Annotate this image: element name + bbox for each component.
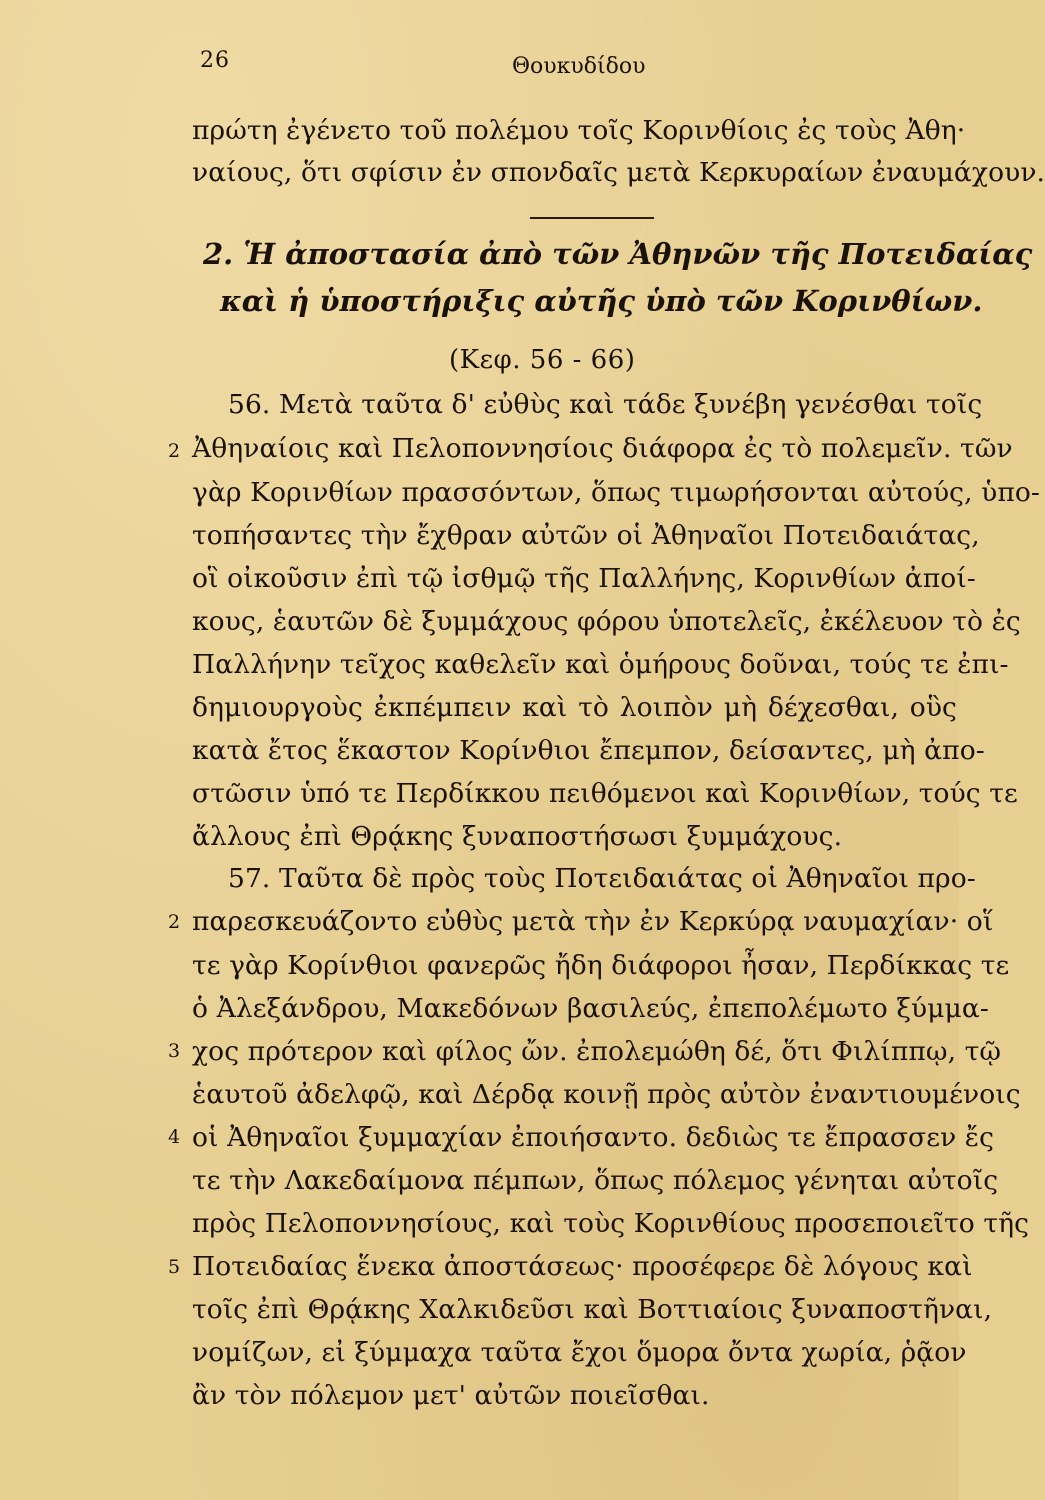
- margin-number: 2: [168, 440, 181, 462]
- text-line: [192, 1294, 993, 1325]
- text-line-content: ναίους, ὅτι σφίσιν ἐν σπονδαῖς μετὰ Κερκυραίων ἐναυμάχουν.: [192, 157, 1045, 188]
- text-line: [192, 563, 976, 594]
- text-line: [192, 649, 1009, 680]
- text-line-content: ἑαυτοῦ ἀδελφῷ, καὶ Δέρδᾳ κοινῇ πρὸς αὐτὸν ἐναντιουμένοις: [192, 1079, 1021, 1110]
- text-line: [192, 1208, 1030, 1239]
- text-line-content: πρώτη ἐγένετο τοῦ πολέμου τοῖς Κορινθίοις ἐς τοὺς Ἀθη·: [192, 115, 966, 146]
- text-line: [192, 1337, 967, 1368]
- text-line: [192, 1380, 710, 1411]
- text-line: [192, 520, 980, 551]
- text-line: [192, 1165, 999, 1196]
- text-line: [192, 906, 994, 937]
- text-line: [192, 993, 989, 1024]
- text-line: [192, 433, 1013, 464]
- running-title: Θουκυδίδου: [512, 54, 646, 79]
- margin-number: 3: [168, 1040, 181, 1062]
- text-line: [192, 692, 957, 723]
- text-line: [228, 389, 983, 420]
- text-line-content: παρεσκευάζοντο εὐθὺς μετὰ τὴν ἐν Κερκύρᾳ ναυμαχίαν· οἵ: [192, 906, 994, 937]
- margin-number: 2: [168, 911, 181, 933]
- text-line: [228, 863, 976, 894]
- text-line-content: δημιουργοὺς ἐκπέμπειν καὶ τὸ λοιπὸν μὴ δέχεσθαι, οὓς: [192, 692, 957, 723]
- text-line-content: ὁ Ἀλεξάνδρου, Μακεδόνων βασιλεύς, ἐπεπολέμωτο ξύμμα-: [192, 993, 989, 1024]
- text-line-content: τε τὴν Λακεδαίμονα πέμπων, ὅπως πόλεμος γένηται αὐτοῖς: [192, 1165, 999, 1196]
- text-line-content: Παλλήνην τεῖχος καθελεῖν καὶ ὁμήρους δοῦναι, τούς τε ἐπι-: [192, 649, 1009, 680]
- text-line-content: πρὸς Πελοποννησίους, καὶ τοὺς Κορινθίους προσεποιεῖτο τῆς: [192, 1208, 1030, 1239]
- text-line-content: στῶσιν ὑπό τε Περδίκκου πειθόμενοι καὶ Κορινθίων, τούς τε: [192, 778, 1018, 809]
- text-line: [192, 115, 966, 146]
- text-line-content: 56. Μετὰ ταῦτα δ' εὐθὺς καὶ τάδε ξυνέβη γενέσθαι τοῖς: [228, 389, 983, 420]
- text-line: [192, 1251, 973, 1282]
- text-line-content: νομίζων, εἰ ξύμμαχα ταῦτα ἔχοι ὅμορα ὄντα χωρία, ῥᾷον: [192, 1337, 967, 1368]
- text-line: [192, 477, 1040, 508]
- text-line: [192, 1122, 995, 1153]
- text-line-content: τοπήσαντες τὴν ἔχθραν αὐτῶν οἱ Ἀθηναῖοι Ποτειδαιάτας,: [192, 520, 980, 551]
- margin-number: 4: [168, 1126, 181, 1148]
- text-line: [192, 735, 985, 766]
- text-line: [192, 1036, 1002, 1067]
- text-line-content: ἄλλους ἐπὶ Θρᾴκης ξυναποστήσωσι ξυμμάχους.: [192, 821, 843, 852]
- section-heading-line-1: 2. Ἡ ἀποστασία ἀπὸ τῶν Ἀθηνῶν τῆς Ποτειδαίας: [203, 237, 1033, 271]
- text-line-content: χος πρότερον καὶ φίλος ὤν. ἐπολεμώθη δέ, ὅτι Φιλίππῳ, τῷ: [192, 1036, 1002, 1067]
- text-line-content: γὰρ Κορινθίων πρασσόντων, ὅπως τιμωρήσονται αὐτούς, ὑπο-: [192, 477, 1040, 508]
- text-line: [192, 778, 1018, 809]
- text-line: [192, 606, 1021, 637]
- page-number: 26: [200, 48, 230, 73]
- text-line: [192, 821, 843, 852]
- text-line-content: τοῖς ἐπὶ Θρᾴκης Χαλκιδεῦσι καὶ Βοττιαίοις ξυναποστῆναι,: [192, 1294, 993, 1325]
- text-line: [192, 1079, 1021, 1110]
- text-line-content: ἂν τὸν πόλεμον μετ' αὐτῶν ποιεῖσθαι.: [192, 1380, 710, 1411]
- text-line: [192, 950, 1010, 981]
- section-divider: [530, 217, 654, 219]
- section-heading-line-2: καὶ ἡ ὑποστήριξις αὐτῆς ὑπὸ τῶν Κορινθίων.: [220, 284, 983, 318]
- text-line-content: οἱ Ἀθηναῖοι ξυμμαχίαν ἐποιήσαντο. δεδιὼς τε ἔπρασσεν ἔς: [192, 1122, 995, 1153]
- text-line-content: Ποτειδαίας ἕνεκα ἀποστάσεως· προσέφερε δὲ λόγους καὶ: [192, 1251, 973, 1282]
- text-line-content: τε γὰρ Κορίνθιοι φανερῶς ἤδη διάφοροι ἦσαν, Περδίκκας τε: [192, 950, 1010, 981]
- text-line-content: Ἀθηναίοις καὶ Πελοποννησίοις διάφορα ἐς τὸ πολεμεῖν. τῶν: [192, 433, 1013, 464]
- margin-number: 5: [168, 1256, 181, 1278]
- text-line-content: 57. Ταῦτα δὲ πρὸς τοὺς Ποτειδαιάτας οἱ Ἀθηναῖοι προ-: [228, 863, 976, 894]
- text-line-content: οἳ οἰκοῦσιν ἐπὶ τῷ ἰσθμῷ τῆς Παλλήνης, Κορινθίων ἀποί-: [192, 563, 976, 594]
- text-line-content: κατὰ ἔτος ἕκαστον Κορίνθιοι ἔπεμπον, δείσαντες, μὴ ἀπο-: [192, 735, 985, 766]
- text-line-content: κους, ἑαυτῶν δὲ ξυμμάχους φόρου ὑποτελεῖς, ἐκέλευον τὸ ἐς: [192, 606, 1021, 637]
- text-line: [192, 157, 1045, 188]
- chapter-reference: (Κεφ. 56 - 66): [449, 345, 636, 375]
